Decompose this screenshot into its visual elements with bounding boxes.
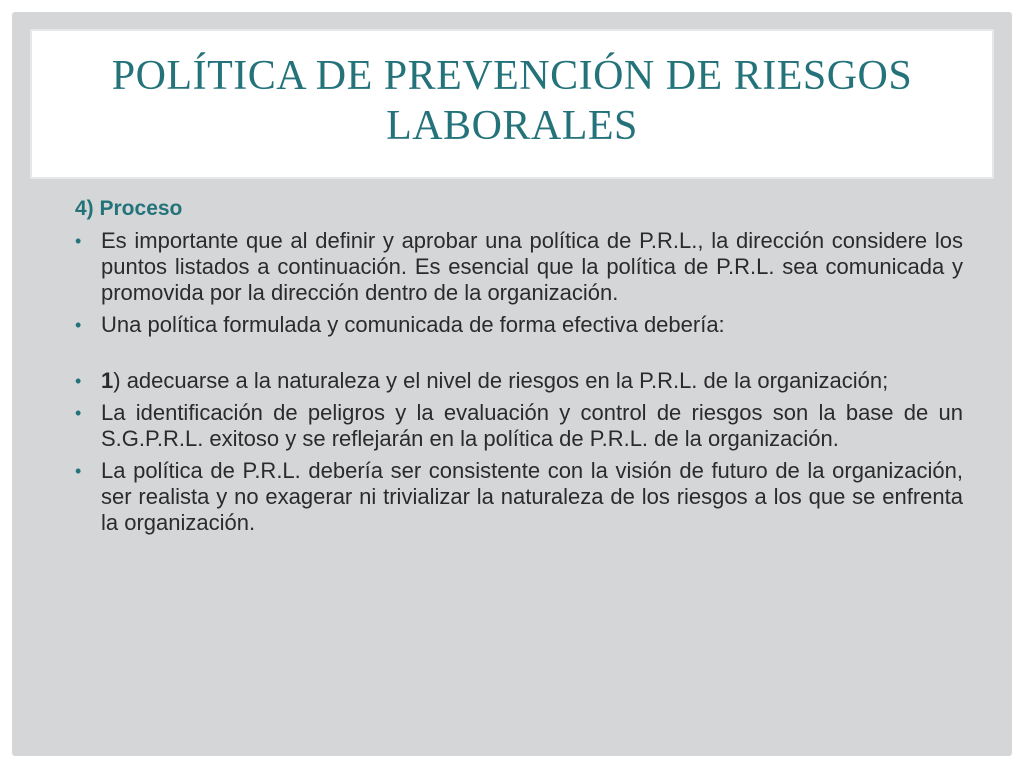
bullet-text: ) adecuarse a la naturaleza y el nivel de riesgos en la P.R.L. de la organización; [113,368,889,393]
section-heading: 4) Proceso [75,197,183,220]
bullet-icon: • [75,403,82,423]
bullet-number: 1 [101,368,114,393]
bullet-list [75,228,963,536]
bullet-item-5 [75,458,963,536]
bullet-item-4 [75,400,963,452]
bullet-icon: • [75,371,82,391]
slide-title: POLÍTICA DE PREVENCIÓN DE RIESGOS LABORALES [111,53,913,149]
bullet-text: Es importante que al definir y aprobar una política de P.R.L., la dirección considere los puntos listados a continuación. Es esencial que la política de P.R.L. sea comunicada y promovida por la dirección dentro de la organización. [101,228,963,305]
bullet-icon: • [75,461,82,481]
bullet-item-1 [75,228,963,306]
title-box [32,31,992,177]
bullet-item-3 [75,368,963,394]
bullet-icon: • [75,231,82,251]
bullet-item-2 [75,312,963,338]
bullet-text: Una política formulada y comunicada de forma efectiva debería: [101,312,725,337]
bullet-text: La identificación de peligros y la evaluación y control de riesgos son la base de un S.G.P.R.L. exitoso y se reflejarán en la política de P.R.L. de la organización. [101,400,963,451]
bullet-icon: • [75,315,82,335]
slide [12,12,1012,756]
slide-content [75,196,963,542]
bullet-text: La política de P.R.L. debería ser consistente con la visión de futuro de la organización, ser realista y no exagerar ni trivializar la naturaleza de los riesgos a los que se enfrenta la organización. [101,458,963,535]
